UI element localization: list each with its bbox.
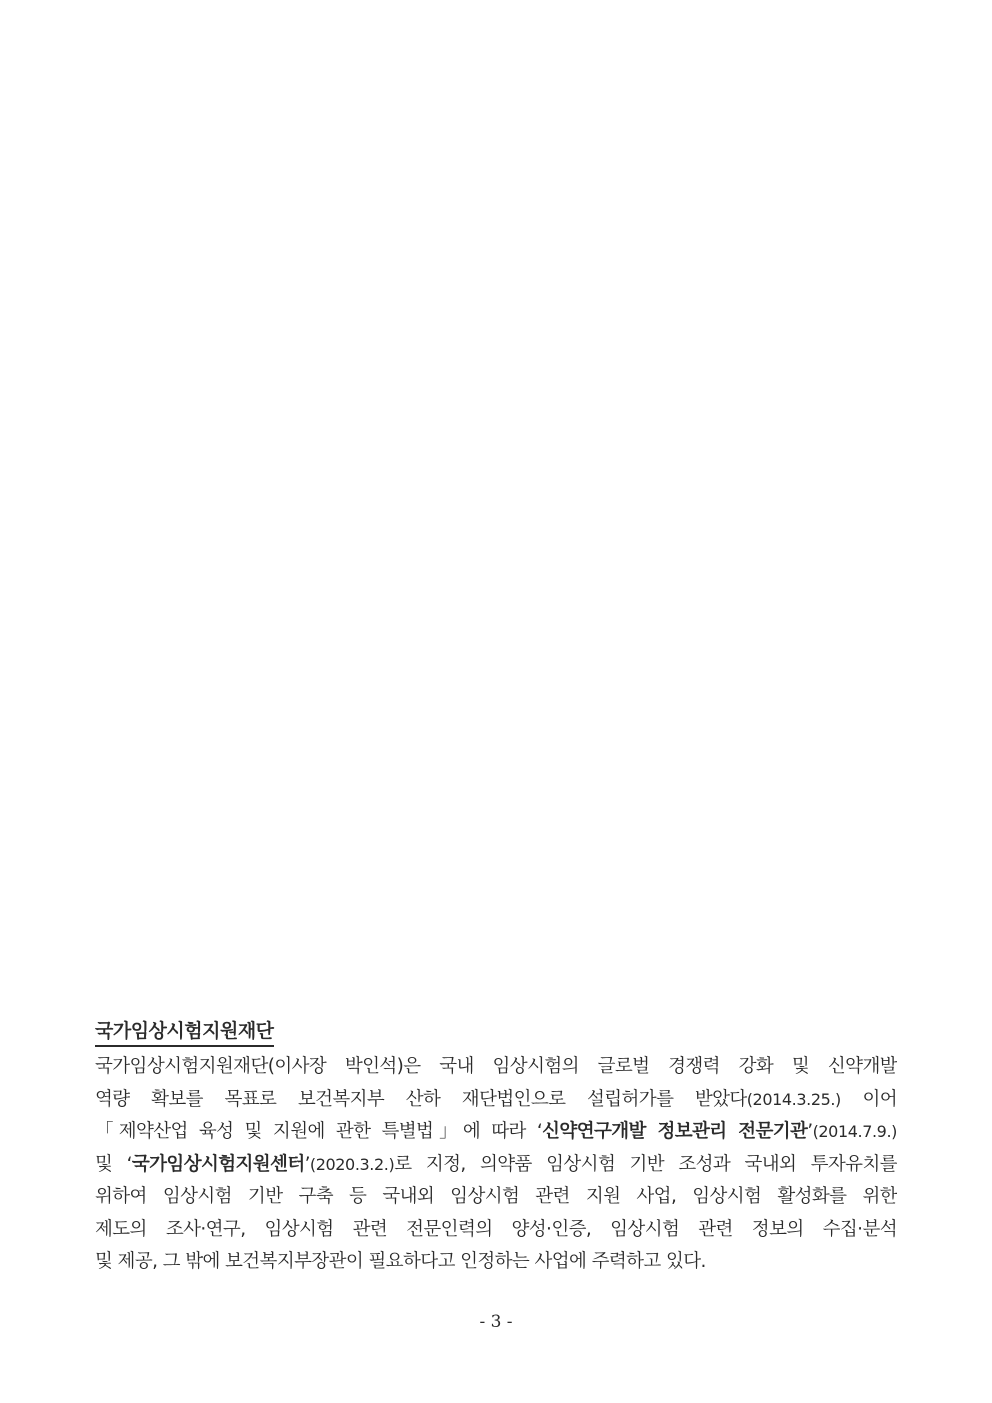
text-run: 「제약산업 육성 및 지원에 관한 특별법」에 따라 ‘ (95, 1121, 543, 1142)
text-run: 및 제공, 그 밖에 보건복지부장관이 필요하다고 인정하는 사업에 주력하고 있다. (95, 1251, 706, 1272)
text-run: 제도의 조사·연구, 임상시험 관련 전문인력의 양성·인증, 임상시험 관련 정보의 수집·분석 (95, 1218, 897, 1240)
text-run: 국가임상시험지원재단(이사장 박인석)은 국내 임상시험의 글로벌 경쟁력 강화 및 신약개발 (95, 1056, 897, 1077)
page-number: - 3 - (479, 1312, 513, 1332)
text-run: 역량 확보를 목표로 보건복지부 산하 재단법인으로 설립허가를 받았다 (95, 1088, 747, 1110)
organization-section (95, 1018, 897, 1279)
text-run: 로 지정, 의약품 임상시험 기반 조성과 국내외 투자유치를 (394, 1153, 897, 1175)
text-run: 및 ‘ (95, 1153, 132, 1175)
text-run: 위하여 임상시험 기반 구축 등 국내외 임상시험 관련 지원 사업, 임상시험 활성화를 위한 (95, 1186, 897, 1207)
text-run: ’ (304, 1153, 310, 1175)
paragraph-line (95, 1246, 897, 1279)
paragraph-line (95, 1214, 897, 1247)
text-run: 이어 (840, 1088, 897, 1110)
paragraph-line (95, 1181, 897, 1214)
text-run: (2014.3.25.) (746, 1089, 841, 1109)
paragraph-line (95, 1149, 897, 1182)
text-run: ’ (807, 1121, 813, 1142)
section-title: 국가임상시험지원재단 (95, 1018, 274, 1047)
paragraph-line (95, 1084, 897, 1117)
bold-text: 신약연구개발 정보관리 전문기관 (542, 1121, 808, 1142)
paragraph-line (95, 1051, 897, 1084)
section-body (95, 1051, 897, 1279)
paragraph-line (95, 1116, 897, 1149)
bold-text: 국가임상시험지원센터 (131, 1153, 305, 1175)
text-run: (2020.3.2.) (309, 1154, 395, 1174)
text-run: (2014.7.9.) (812, 1122, 897, 1141)
